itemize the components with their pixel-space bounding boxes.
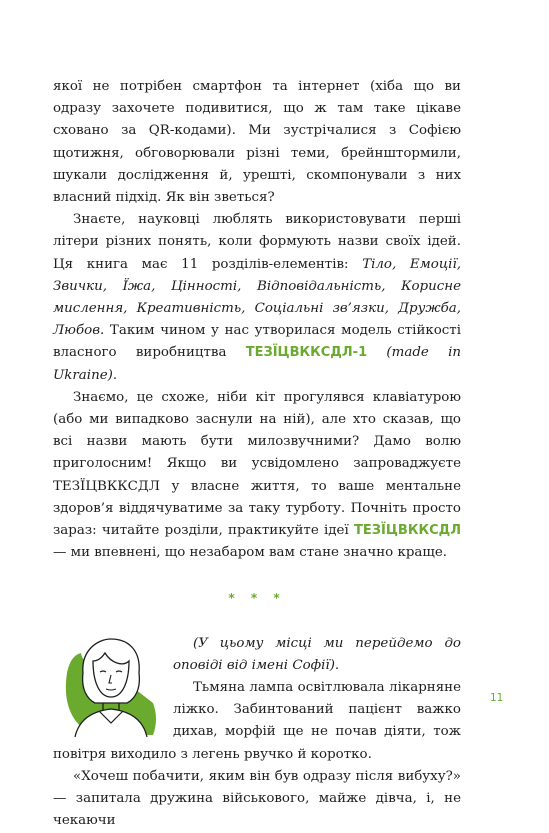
paragraph-2 <box>53 209 461 387</box>
paragraph-2-mid: Таким чином у нас утворилася модель стійкості власного виробництва <box>53 323 461 361</box>
model-name-badge: ТЕЗЇЦВККСДЛ-1 <box>245 345 368 361</box>
paragraph-6: «Хочеш побачити, яким він був одразу після вибуху?» — запитала дружина військового, майже дівча, і, не чекаючи <box>53 768 461 829</box>
sofia-portrait-icon <box>53 633 165 737</box>
paragraph-3 <box>53 387 461 565</box>
sofia-section <box>53 633 461 833</box>
paragraph-1: якої не потрібен смартфон та інтернет (хіба що ви одразу захочете подивитися, що ж там таке цікаве сховано за QR-кодами). Ми зустрічалися з Софією щотижня, обговорювали різні теми, брейнштормили, шукали дослідження й, урешті, скомпонували з них власний підхід. Як він зветься? <box>53 79 461 206</box>
model-name-inline: ТЕЗЇЦВККСДЛ <box>354 523 461 539</box>
page-body <box>53 76 461 833</box>
paragraph-3-start: Знаємо, це схоже, ніби кіт прогулявся клавіатурою (або ми випадково заснули на ній), але хто сказав, що всі назви мають бути милозвучними? Дамо волю приголосним! Якщо ви усвідомлено запроваджуєте ТЕЗЇЦВККСДЛ у власне життя, то ваше ментальне здоров’я віддячуватиме за таку турботу. Почніть просто зараз: читайте розділи, практикуйте ідеї <box>53 389 461 539</box>
paragraph-3-end: — ми впевнені, що незабаром вам стане значно краще. <box>53 545 448 561</box>
narration-switch-note: (У цьому місці ми перейдемо до оповіді від імені Софії). <box>173 635 461 673</box>
paragraph-2-start: Знаєте, науковці люблять використовувати перші літери різних понять, коли формують назви своїх ідей. Ця книга має 11 розділів-елементів: <box>53 212 461 272</box>
page-number: 11 <box>490 692 504 704</box>
made-in-note: (made in Ukraine). <box>53 345 462 383</box>
chapter-list: Тіло, Емоції, Звички, Їжа, Цінності, Відповідальність, Корисне мислення, Креативність, Соціальні зв’язки, Дружба, Любов. <box>53 256 461 339</box>
section-separator: * * * <box>228 591 286 606</box>
paragraph-5: Тьмяна лампа освітлювала лікарняне ліжко. Забинтований пацієнт важко дихав, морфій ще не почав діяти, тож повітря виходило з легень рвучко й коротко. <box>53 680 461 762</box>
